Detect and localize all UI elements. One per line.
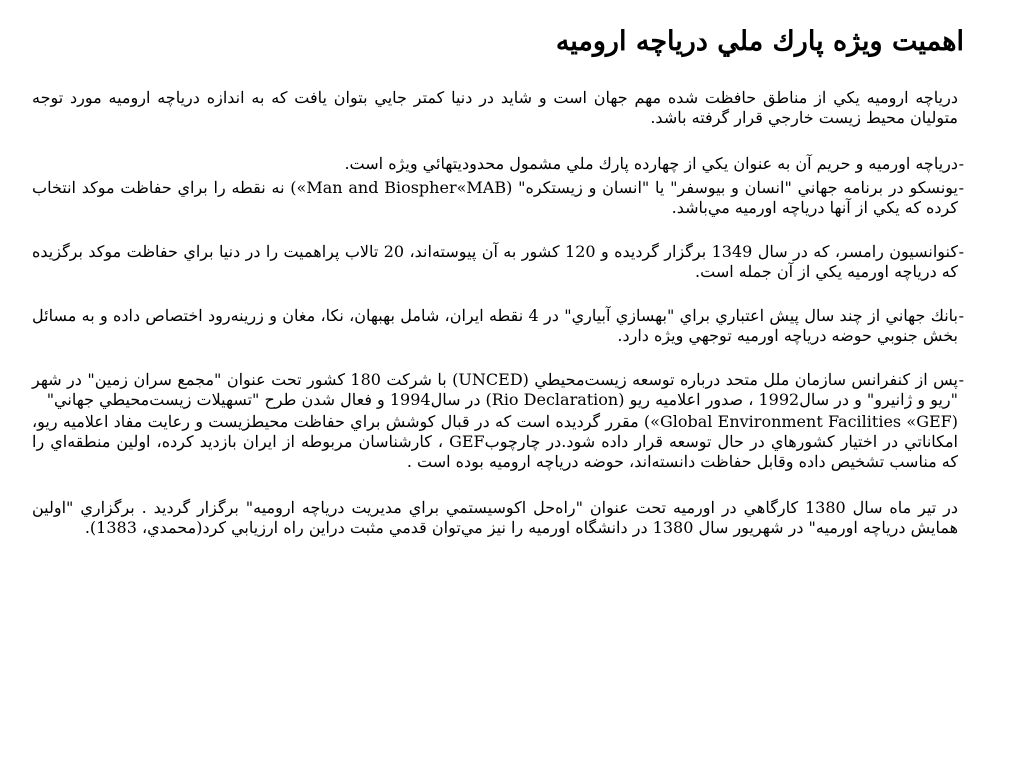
bullet-item: [32, 154, 992, 174]
bullet-item: [32, 306, 992, 346]
bullet-dash: -: [958, 242, 964, 261]
slide-body: [32, 88, 992, 538]
final-paragraph: در تير ماه سال 1380 كارگاهي در اورميه تحت عنوان "راه‌حل اكوسيستمي براي مديريت درياچه اروميه" برگزار گرديد . برگزاري "اولين همايش درياچه اورميه" در شهريور سال 1380 در دانشگاه اورميه را نيز مي‌توان قدمي مثبت دراين راه ارزيابي كرد(محمدي، 1383).: [32, 498, 958, 537]
intro-paragraph: درياچه اروميه يكي از مناطق حافظت شده مهم جهان است و شايد در دنيا كمتر جايي بتوان يافت كه به اندازه درياچه اروميه مورد توجه متوليان محيط زيست خارجي قرار گرفته باشد.: [32, 88, 958, 127]
bullet-text-unced: پس از كنفرانس سازمان ملل متحد درباره توسعه زيست‌محيطي (UNCED) با شركت 180 كشور تحت عنوان "مجمع سران زمين" در شهر "ريو و ژانيرو" و در سال1992 ، صدور اعلاميه ريو (Rio Declaration) در سال1994 و فعال شدن طرح "تسهيلات زيست‌محيطي جهاني": [32, 370, 959, 409]
gef-paragraph: (Global Environment Facilities «GEF») مقرر گرديده است كه در قبال كوشش براي حفاظت محيطزيست و رعايت مفاد اعلاميه ريو، امكاناتي در اختيار كشورهاي در حال توسعه قرار داده شود.در چارچوبGEF ، كارشناسان مربوطه از ايران بازديد كرده، اولين منطقه‌اي را كه مناسب تشخيص داده وقابل حفاظت دانسته‌اند، حوضه درياچه اروميه بوده است .: [32, 412, 959, 471]
bullet-item: [32, 370, 992, 410]
bullet-text-ramsar: كنوانسيون رامسر، كه در سال 1349 برگزار گرديده و 120 كشور به آن پيوسته‌اند، 20 تالاب پراهميت را در دنيا براي حفاظت موكد برگزيده كه درياچه اورميه يكي از آن جمله است.: [32, 242, 958, 281]
bullet-text-unesco: يونسكو در برنامه جهاني "انسان و بيوسفر" يا "انسان و زيستكره" (Man and Biospher«MAB») نه نقطه را براي حفاظت موكد انتخاب كرده كه يكي از آنها درياچه اورميه مي‌باشد.: [32, 178, 959, 217]
bullet-item: [32, 178, 992, 218]
bullet-item: [32, 242, 992, 282]
bullet-dash: -: [958, 370, 964, 389]
bullet-dash: -: [958, 306, 964, 325]
bullet-text-parks: درياچه اورميه و حريم آن به عنوان يكي از چهارده پارك ملي مشمول محدوديتهائي ويژه است.: [344, 154, 958, 173]
bullet-dash: -: [958, 178, 964, 197]
bullet-text-world-bank: بانك جهاني از چند سال پيش اعتباري براي "بهسازي آبياري" در 4 نقطه ايران، شامل بهبهان، نكا، مغان و زرينه‌رود اختصاص داده و به مسائل بخش جنوبي حوضه درياچه اورميه توجهي ويژه دارد.: [32, 306, 959, 345]
bullet-dash: -: [958, 154, 964, 173]
page-title: اهميت ويژه پارك ملي درياچه اروميه: [555, 26, 964, 57]
